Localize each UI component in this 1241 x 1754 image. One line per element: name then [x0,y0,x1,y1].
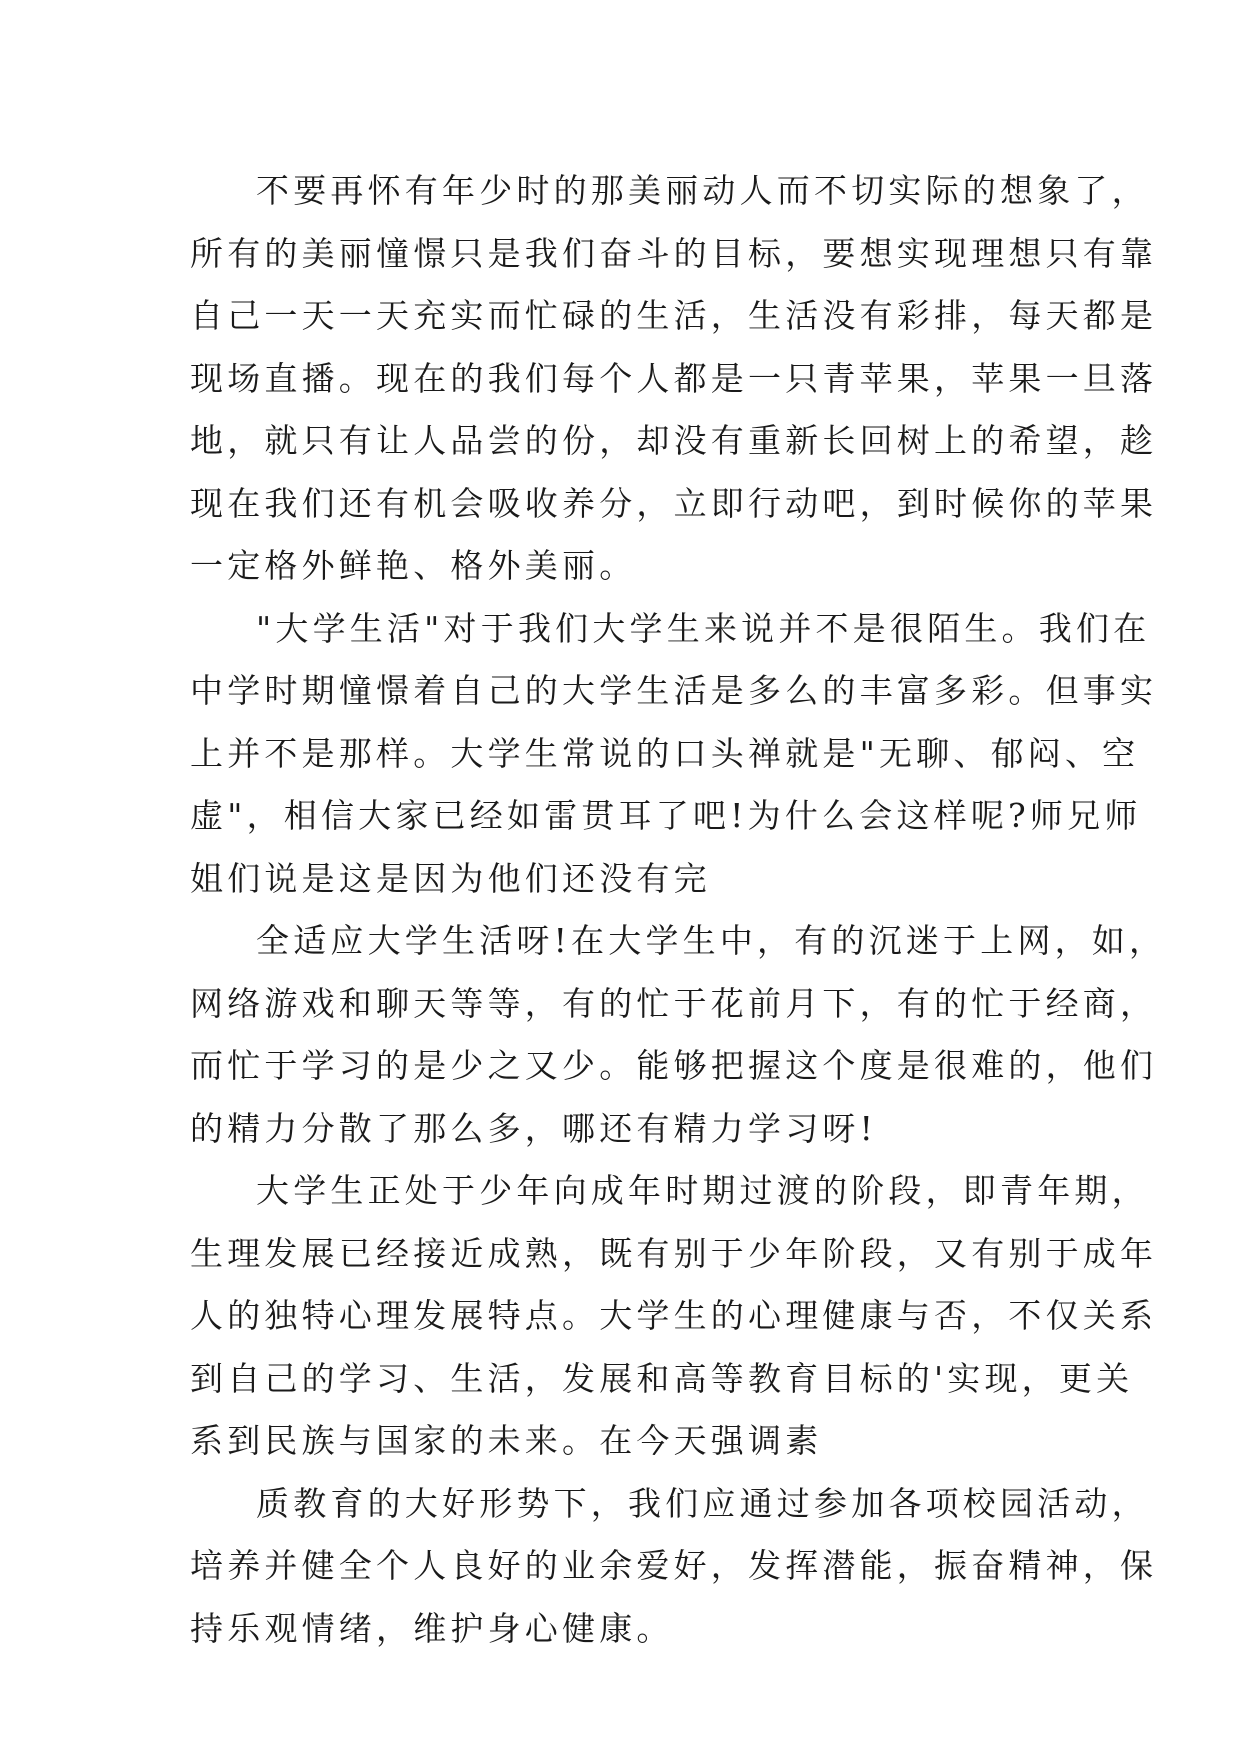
paragraph-line: 大学生正处于少年向成年时期过渡的阶段，即青年期， [256,1171,1149,1210]
paragraph-line: 虚"，相信大家已经如雷贯耳了吧!为什么会这样呢?师兄师 [190,796,1142,835]
paragraph-line: 全适应大学生活呀!在大学生中，有的沉迷于上网，如， [256,921,1167,960]
paragraph-line: 现在我们还有机会吸收养分，立即行动吧，到时候你的苹果 [190,483,1158,523]
paragraph-line: 到自己的学习、生活，发展和高等教育目标的'实现，更关 [190,1358,1134,1398]
paragraph-line: 人的独特心理发展特点。大学生的心理健康与否，不仅关系 [190,1296,1158,1335]
paragraph-line: 质教育的大好形势下，我们应通过参加各项校园活动， [256,1483,1149,1523]
paragraph-line: 现场直播。现在的我们每个人都是一只青苹果，苹果一旦落 [190,358,1158,398]
paragraph-line: 上并不是那样。大学生常说的口头禅就是"无聊、郁闷、空 [190,733,1140,773]
paragraph-line: 姐们说是这是因为他们还没有完 [190,858,711,898]
paragraph-line: 培养并健全个人良好的业余爱好，发挥潜能，振奋精神，保 [190,1546,1158,1585]
paragraph-line: 一定格外鲜艳、格外美丽。 [190,546,637,585]
paragraph-line: 自己一天一天充实而忙碌的生活，生活没有彩排，每天都是 [190,296,1158,335]
paragraph-line: 不要再怀有年少时的那美丽动人而不切实际的想象了， [256,171,1149,210]
paragraph-line: 所有的美丽憧憬只是我们奋斗的目标，要想实现理想只有靠 [190,233,1158,273]
paragraph-line: "大学生活"对于我们大学生来说并不是很陌生。我们在 [256,608,1151,648]
paragraph-5 [190,1473,1158,1661]
paragraph-3 [190,910,1167,1160]
paragraph-line: 持乐观情绪，维护身心健康。 [190,1608,674,1648]
paragraph-line: 的精力分散了那么多，哪还有精力学习呀! [190,1108,878,1148]
paragraph-line: 而忙于学习的是少之又少。能够把握这个度是很难的，他们 [190,1046,1158,1085]
paragraph-line: 生理发展已经接近成熟，既有别于少年阶段，又有别于成年 [190,1233,1158,1273]
paragraph-line: 中学时期憧憬着自己的大学生活是多么的丰富多彩。但事实 [190,671,1158,710]
document-body [190,160,1167,1660]
paragraph-line: 网络游戏和聊天等等，有的忙于花前月下，有的忙于经商， [190,983,1158,1023]
paragraph-line: 系到民族与国家的未来。在今天强调素 [190,1421,823,1460]
paragraph-line: 地，就只有让人品尝的份，却没有重新长回树上的希望，趁 [190,421,1158,460]
paragraph-4 [190,1160,1158,1473]
paragraph-2 [190,598,1158,911]
paragraph-1 [190,160,1158,598]
